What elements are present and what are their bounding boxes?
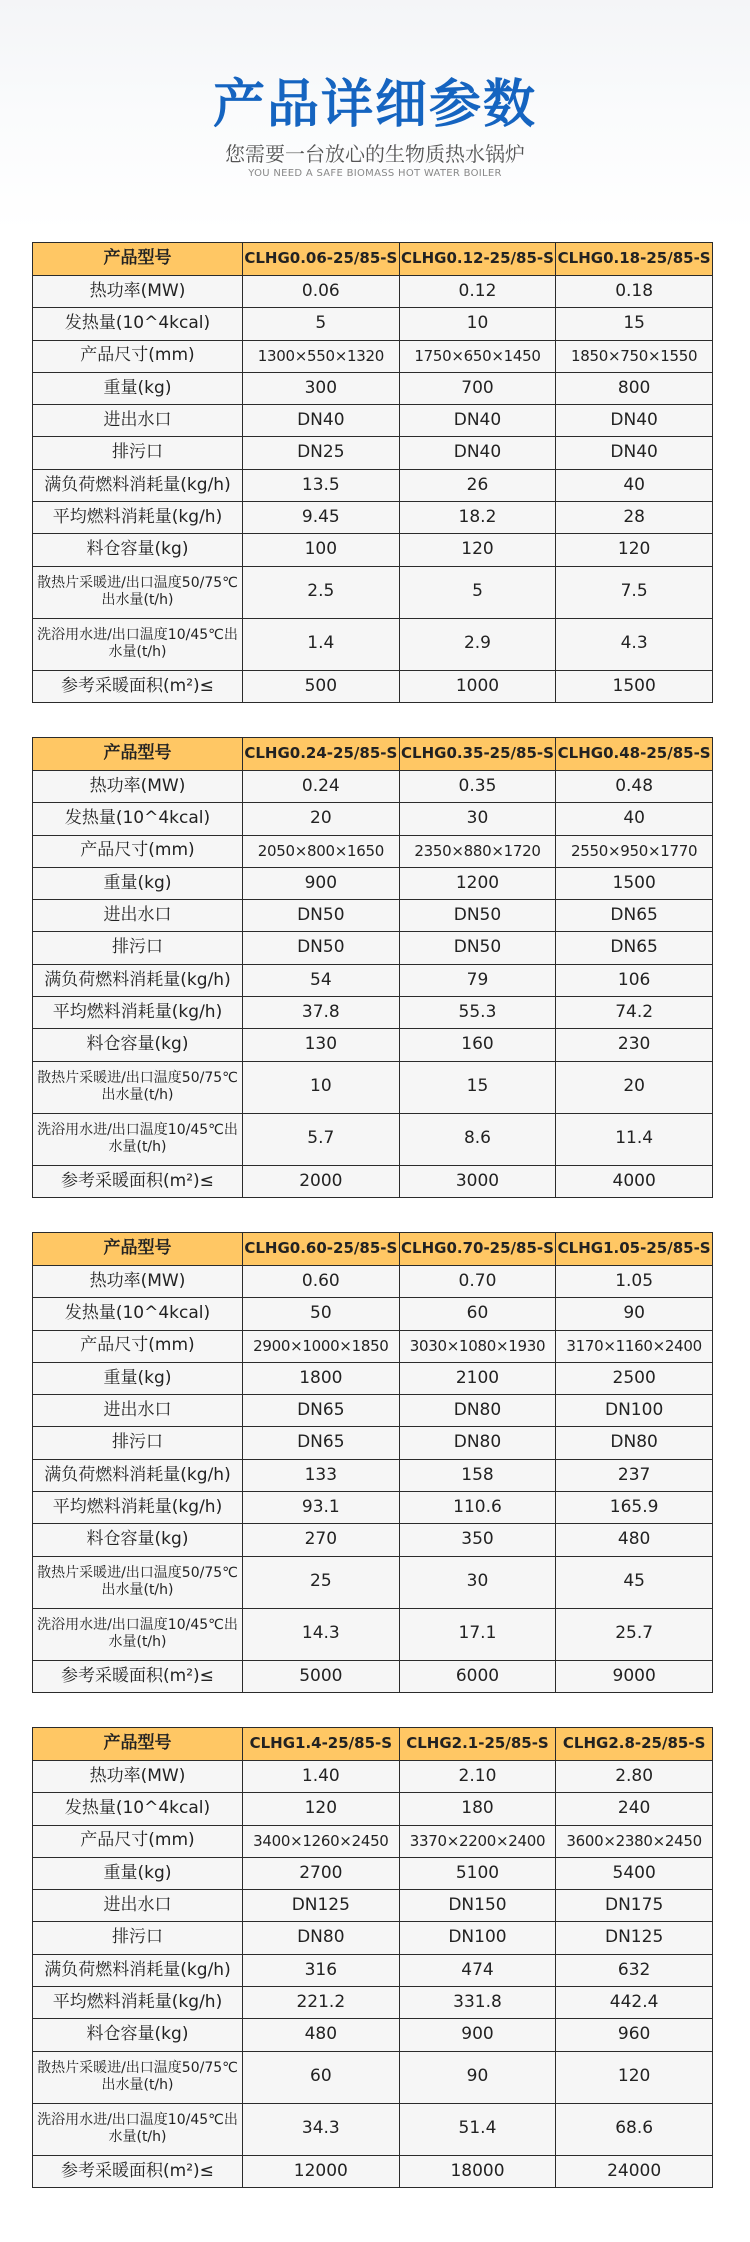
table-cell: 90 [556, 1298, 713, 1330]
table-cell: 34.3 [243, 2103, 400, 2155]
table-cell: DN25 [243, 437, 400, 469]
table-cell: 0.35 [399, 771, 556, 803]
table-row [33, 1954, 713, 1986]
table-row [33, 771, 713, 803]
table-cell: 26 [399, 469, 556, 501]
table-row [33, 308, 713, 340]
row-label: 进出水口 [33, 1395, 243, 1427]
table-cell: 3170×1160×2400 [556, 1330, 713, 1362]
table-cell: 3400×1260×2450 [243, 1825, 400, 1857]
row-label: 重量(kg) [33, 867, 243, 899]
table-cell: 5000 [243, 1660, 400, 1692]
table-cell: DN100 [556, 1395, 713, 1427]
table-cell: 0.12 [399, 276, 556, 308]
table-row [33, 1857, 713, 1889]
table-cell: 1.05 [556, 1266, 713, 1298]
table-cell: 100 [243, 534, 400, 566]
table-row [33, 1825, 713, 1857]
table-cell: 20 [556, 1061, 713, 1113]
model-name: CLHG0.06-25/85-S [243, 243, 400, 276]
row-label: 排污口 [33, 1427, 243, 1459]
model-name: CLHG2.8-25/85-S [556, 1728, 713, 1761]
table-cell: 480 [556, 1524, 713, 1556]
table-row [33, 276, 713, 308]
table-row [33, 932, 713, 964]
row-label-model: 产品型号 [33, 243, 243, 276]
table-cell: 14.3 [243, 1608, 400, 1660]
table-cell: 4.3 [556, 618, 713, 670]
table-cell: DN80 [243, 1922, 400, 1954]
table-row [33, 1459, 713, 1491]
table-row [33, 867, 713, 899]
table-cell: 17.1 [399, 1608, 556, 1660]
row-label: 重量(kg) [33, 1857, 243, 1889]
table-cell: DN65 [243, 1427, 400, 1459]
row-label: 满负荷燃料消耗量(kg/h) [33, 1459, 243, 1491]
table-cell: 18000 [399, 2155, 556, 2187]
table-row [33, 1492, 713, 1524]
row-label: 料仓容量(kg) [33, 2019, 243, 2051]
model-name: CLHG0.35-25/85-S [399, 738, 556, 771]
table-row [33, 1556, 713, 1608]
table-cell: 120 [243, 1793, 400, 1825]
table-row [33, 618, 713, 670]
table-cell: 2900×1000×1850 [243, 1330, 400, 1362]
table-cell: 30 [399, 803, 556, 835]
table-cell: 12000 [243, 2155, 400, 2187]
row-label: 洗浴用水进/出口温度10/45℃出水量(t/h) [33, 1608, 243, 1660]
table-row [33, 1761, 713, 1793]
table-cell: 7.5 [556, 566, 713, 618]
row-label: 重量(kg) [33, 372, 243, 404]
page-header [0, 0, 750, 232]
spec-table [32, 1232, 713, 1693]
table-cell: 11.4 [556, 1113, 713, 1165]
table-cell: 8.6 [399, 1113, 556, 1165]
table-cell: 2.5 [243, 566, 400, 618]
table-cell: DN80 [399, 1395, 556, 1427]
table-cell: 5 [399, 566, 556, 618]
table-row [33, 502, 713, 534]
table-cell: 30 [399, 1556, 556, 1608]
table-cell: 1200 [399, 867, 556, 899]
row-label: 发热量(10^4kcal) [33, 803, 243, 835]
table-cell: 28 [556, 502, 713, 534]
table-cell: 2700 [243, 1857, 400, 1889]
table-cell: DN65 [556, 900, 713, 932]
table-row [33, 1987, 713, 2019]
table-cell: DN65 [556, 932, 713, 964]
table-row [33, 1427, 713, 1459]
table-row [33, 2103, 713, 2155]
table-row [33, 997, 713, 1029]
table-cell: 1000 [399, 670, 556, 702]
row-label: 满负荷燃料消耗量(kg/h) [33, 964, 243, 996]
table-row [33, 2155, 713, 2187]
table-cell: 9.45 [243, 502, 400, 534]
table-row [33, 1330, 713, 1362]
row-label: 散热片采暖进/出口温度50/75℃出水量(t/h) [33, 1061, 243, 1113]
table-cell: 230 [556, 1029, 713, 1061]
table-row [33, 670, 713, 702]
row-label: 进出水口 [33, 1890, 243, 1922]
table-row [33, 1362, 713, 1394]
table-cell: 0.24 [243, 771, 400, 803]
table-cell: 960 [556, 2019, 713, 2051]
table-cell: 160 [399, 1029, 556, 1061]
table-cell: 800 [556, 372, 713, 404]
table-header-row [33, 1728, 713, 1761]
model-name: CLHG0.18-25/85-S [556, 243, 713, 276]
table-row [33, 534, 713, 566]
table-cell: 3000 [399, 1165, 556, 1197]
table-cell: 316 [243, 1954, 400, 1986]
table-cell: 2500 [556, 1362, 713, 1394]
row-label: 料仓容量(kg) [33, 1524, 243, 1556]
table-row [33, 340, 713, 372]
table-cell: 2000 [243, 1165, 400, 1197]
table-row [33, 1524, 713, 1556]
table-cell: 5 [243, 308, 400, 340]
spec-table [32, 1727, 713, 2188]
table-cell: 24000 [556, 2155, 713, 2187]
row-label: 料仓容量(kg) [33, 534, 243, 566]
table-cell: 1850×750×1550 [556, 340, 713, 372]
table-cell: 60 [243, 2051, 400, 2103]
table-cell: 1.40 [243, 1761, 400, 1793]
table-cell: 0.60 [243, 1266, 400, 1298]
page-subtitle: 您需要一台放心的生物质热水锅炉 [225, 142, 525, 166]
row-label: 参考采暖面积(m²)≤ [33, 1165, 243, 1197]
row-label: 满负荷燃料消耗量(kg/h) [33, 469, 243, 501]
table-cell: 93.1 [243, 1492, 400, 1524]
table-row [33, 1395, 713, 1427]
table-row [33, 1793, 713, 1825]
table-cell: 6000 [399, 1660, 556, 1692]
table-cell: 270 [243, 1524, 400, 1556]
row-label: 料仓容量(kg) [33, 1029, 243, 1061]
table-cell: DN175 [556, 1890, 713, 1922]
table-cell: 0.18 [556, 276, 713, 308]
table-cell: 25.7 [556, 1608, 713, 1660]
row-label: 发热量(10^4kcal) [33, 308, 243, 340]
table-cell: 25 [243, 1556, 400, 1608]
row-label: 参考采暖面积(m²)≤ [33, 1660, 243, 1692]
table-cell: 1500 [556, 670, 713, 702]
table-row [33, 1061, 713, 1113]
table-row [33, 372, 713, 404]
row-label-model: 产品型号 [33, 738, 243, 771]
table-cell: 40 [556, 469, 713, 501]
row-label: 热功率(MW) [33, 1761, 243, 1793]
row-label: 产品尺寸(mm) [33, 340, 243, 372]
table-cell: 60 [399, 1298, 556, 1330]
row-label: 参考采暖面积(m²)≤ [33, 670, 243, 702]
table-cell: 133 [243, 1459, 400, 1491]
table-cell: 37.8 [243, 997, 400, 1029]
table-row [33, 405, 713, 437]
table-header-row [33, 1233, 713, 1266]
row-label: 散热片采暖进/出口温度50/75℃出水量(t/h) [33, 2051, 243, 2103]
table-cell: 130 [243, 1029, 400, 1061]
spec-table [32, 242, 713, 703]
table-row [33, 566, 713, 618]
row-label: 产品尺寸(mm) [33, 1825, 243, 1857]
table-cell: 331.8 [399, 1987, 556, 2019]
row-label: 洗浴用水进/出口温度10/45℃出水量(t/h) [33, 2103, 243, 2155]
model-name: CLHG1.05-25/85-S [556, 1233, 713, 1266]
row-label: 进出水口 [33, 405, 243, 437]
table-cell: 3030×1080×1930 [399, 1330, 556, 1362]
table-cell: 0.48 [556, 771, 713, 803]
table-cell: 2.10 [399, 1761, 556, 1793]
table-cell: 3600×2380×2450 [556, 1825, 713, 1857]
table-cell: DN80 [399, 1427, 556, 1459]
row-label: 散热片采暖进/出口温度50/75℃出水量(t/h) [33, 1556, 243, 1608]
table-cell: DN50 [399, 932, 556, 964]
row-label-model: 产品型号 [33, 1233, 243, 1266]
table-cell: 1300×550×1320 [243, 340, 400, 372]
table-row [33, 1608, 713, 1660]
table-cell: 50 [243, 1298, 400, 1330]
table-row [33, 900, 713, 932]
table-cell: 51.4 [399, 2103, 556, 2155]
model-name: CLHG2.1-25/85-S [399, 1728, 556, 1761]
table-row [33, 2019, 713, 2051]
table-cell: 480 [243, 2019, 400, 2051]
table-cell: 13.5 [243, 469, 400, 501]
row-label: 满负荷燃料消耗量(kg/h) [33, 1954, 243, 1986]
row-label: 热功率(MW) [33, 276, 243, 308]
row-label: 洗浴用水进/出口温度10/45℃出水量(t/h) [33, 1113, 243, 1165]
table-row [33, 1165, 713, 1197]
table-row [33, 803, 713, 835]
table-row [33, 1029, 713, 1061]
row-label: 平均燃料消耗量(kg/h) [33, 1492, 243, 1524]
table-cell: 240 [556, 1793, 713, 1825]
row-label: 热功率(MW) [33, 771, 243, 803]
table-cell: 55.3 [399, 997, 556, 1029]
model-name: CLHG0.24-25/85-S [243, 738, 400, 771]
page-title: 产品详细参数 [212, 75, 537, 135]
table-cell: DN50 [243, 932, 400, 964]
table-cell: 20 [243, 803, 400, 835]
row-label: 产品尺寸(mm) [33, 835, 243, 867]
table-cell: 474 [399, 1954, 556, 1986]
table-cell: DN150 [399, 1890, 556, 1922]
table-row [33, 964, 713, 996]
row-label: 进出水口 [33, 900, 243, 932]
row-label: 排污口 [33, 1922, 243, 1954]
row-label: 排污口 [33, 437, 243, 469]
table-cell: DN50 [399, 900, 556, 932]
table-cell: 165.9 [556, 1492, 713, 1524]
table-row [33, 1113, 713, 1165]
table-cell: 0.70 [399, 1266, 556, 1298]
table-row [33, 1298, 713, 1330]
table-cell: 15 [399, 1061, 556, 1113]
table-cell: 442.4 [556, 1987, 713, 2019]
table-row [33, 437, 713, 469]
model-name: CLHG0.70-25/85-S [399, 1233, 556, 1266]
table-cell: 54 [243, 964, 400, 996]
table-cell: 221.2 [243, 1987, 400, 2019]
table-cell: 1750×650×1450 [399, 340, 556, 372]
table-cell: 120 [556, 534, 713, 566]
row-label: 发热量(10^4kcal) [33, 1793, 243, 1825]
table-row [33, 469, 713, 501]
model-name: CLHG0.60-25/85-S [243, 1233, 400, 1266]
table-cell: DN40 [556, 437, 713, 469]
table-header-row [33, 738, 713, 771]
table-cell: 900 [243, 867, 400, 899]
table-row [33, 1266, 713, 1298]
table-cell: 500 [243, 670, 400, 702]
table-cell: DN100 [399, 1922, 556, 1954]
table-cell: 4000 [556, 1165, 713, 1197]
table-cell: DN40 [399, 405, 556, 437]
table-cell: DN40 [556, 405, 713, 437]
table-row [33, 1922, 713, 1954]
table-cell: DN80 [556, 1427, 713, 1459]
row-label: 散热片采暖进/出口温度50/75℃出水量(t/h) [33, 566, 243, 618]
table-cell: 5100 [399, 1857, 556, 1889]
row-label: 重量(kg) [33, 1362, 243, 1394]
table-cell: 106 [556, 964, 713, 996]
table-cell: 0.06 [243, 276, 400, 308]
row-label: 洗浴用水进/出口温度10/45℃出水量(t/h) [33, 618, 243, 670]
table-cell: DN40 [243, 405, 400, 437]
table-cell: 180 [399, 1793, 556, 1825]
table-cell: 45 [556, 1556, 713, 1608]
spec-table [32, 737, 713, 1198]
row-label: 排污口 [33, 932, 243, 964]
table-cell: 2550×950×1770 [556, 835, 713, 867]
table-cell: 120 [399, 534, 556, 566]
table-cell: 1.4 [243, 618, 400, 670]
table-cell: 9000 [556, 1660, 713, 1692]
table-cell: DN125 [556, 1922, 713, 1954]
table-cell: 2.9 [399, 618, 556, 670]
table-cell: 900 [399, 2019, 556, 2051]
table-cell: 2050×800×1650 [243, 835, 400, 867]
row-label: 平均燃料消耗量(kg/h) [33, 997, 243, 1029]
row-label: 产品尺寸(mm) [33, 1330, 243, 1362]
table-cell: 15 [556, 308, 713, 340]
table-cell: 68.6 [556, 2103, 713, 2155]
table-cell: 158 [399, 1459, 556, 1491]
row-label-model: 产品型号 [33, 1728, 243, 1761]
table-cell: 120 [556, 2051, 713, 2103]
model-name: CLHG1.4-25/85-S [243, 1728, 400, 1761]
table-cell: 10 [243, 1061, 400, 1113]
table-cell: 90 [399, 2051, 556, 2103]
table-cell: DN65 [243, 1395, 400, 1427]
table-cell: 1800 [243, 1362, 400, 1394]
row-label: 热功率(MW) [33, 1266, 243, 1298]
table-cell: 10 [399, 308, 556, 340]
table-cell: 237 [556, 1459, 713, 1491]
table-cell: 18.2 [399, 502, 556, 534]
model-name: CLHG0.48-25/85-S [556, 738, 713, 771]
table-cell: 632 [556, 1954, 713, 1986]
table-cell: 110.6 [399, 1492, 556, 1524]
table-cell: 79 [399, 964, 556, 996]
table-cell: 700 [399, 372, 556, 404]
row-label: 发热量(10^4kcal) [33, 1298, 243, 1330]
table-cell: DN50 [243, 900, 400, 932]
table-row [33, 1890, 713, 1922]
row-label: 平均燃料消耗量(kg/h) [33, 502, 243, 534]
table-row [33, 835, 713, 867]
table-cell: 3370×2200×2400 [399, 1825, 556, 1857]
table-cell: DN40 [399, 437, 556, 469]
table-cell: 5.7 [243, 1113, 400, 1165]
page-subtitle-english: YOU NEED A SAFE BIOMASS HOT WATER BOILER [248, 168, 502, 179]
table-cell: 300 [243, 372, 400, 404]
model-name: CLHG0.12-25/85-S [399, 243, 556, 276]
table-cell: 2.80 [556, 1761, 713, 1793]
table-row [33, 1660, 713, 1692]
row-label: 平均燃料消耗量(kg/h) [33, 1987, 243, 2019]
table-cell: 1500 [556, 867, 713, 899]
table-cell: 2350×880×1720 [399, 835, 556, 867]
row-label: 参考采暖面积(m²)≤ [33, 2155, 243, 2187]
table-cell: DN125 [243, 1890, 400, 1922]
table-row [33, 2051, 713, 2103]
table-cell: 40 [556, 803, 713, 835]
table-cell: 2100 [399, 1362, 556, 1394]
table-cell: 74.2 [556, 997, 713, 1029]
table-header-row [33, 243, 713, 276]
table-cell: 5400 [556, 1857, 713, 1889]
table-cell: 350 [399, 1524, 556, 1556]
